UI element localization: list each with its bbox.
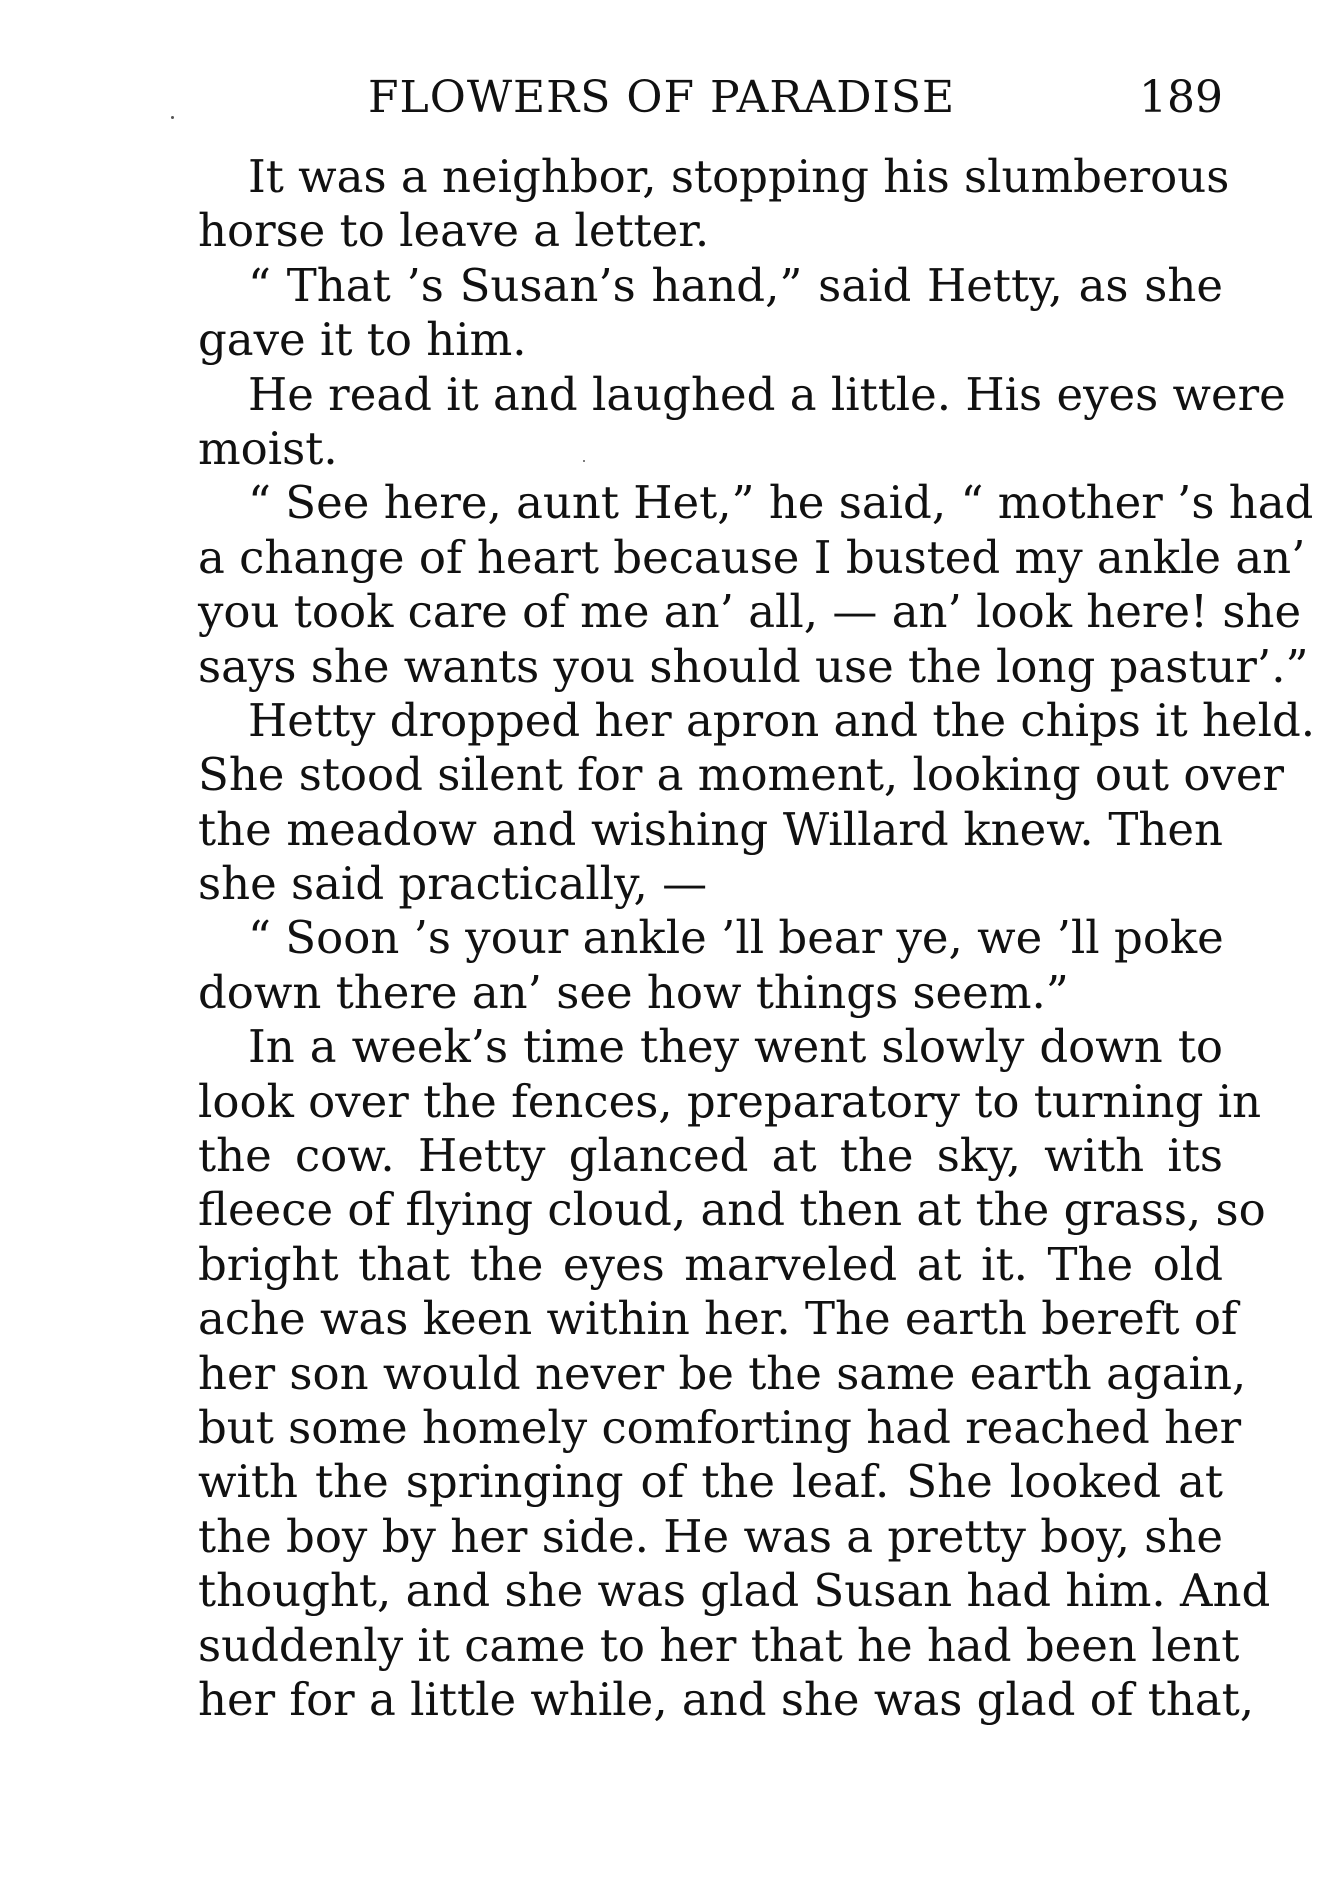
- text-line: look over the fences, preparatory to turning in: [198, 1074, 1262, 1128]
- text-line: down there an’ see how things seem.”: [198, 965, 1069, 1019]
- text-line: horse to leave a letter.: [198, 204, 710, 258]
- text-line: suddenly it came to her that he had been lent: [198, 1618, 1240, 1672]
- text-line: She stood silent for a moment, looking out over: [198, 748, 1284, 802]
- text-line: a change of heart because I busted my ankle an’: [198, 530, 1306, 584]
- text-line: her son would never be the same earth again,: [198, 1346, 1247, 1400]
- body-text: [198, 150, 1316, 1727]
- text-line: the meadow and wishing Willard knew. Then: [198, 802, 1223, 856]
- text-line: she said practically, —: [198, 857, 708, 911]
- page-header: [368, 72, 1223, 132]
- print-speck: [171, 116, 174, 119]
- text-line: “ Soon ’s your ankle ’ll bear ye, we ’ll poke: [248, 911, 1224, 965]
- text-line: moist.: [198, 421, 338, 475]
- text-line: It was a neighbor, stopping his slumberous: [248, 150, 1230, 203]
- text-line: fleece of flying cloud, and then at the grass, so: [198, 1183, 1266, 1237]
- text-line: her for a little while, and she was glad of that,: [198, 1672, 1255, 1726]
- text-line: “ See here, aunt Het,” he said, “ mother ’s had: [248, 476, 1314, 530]
- text-line: bright that the eyes marveled at it. The old: [198, 1237, 1223, 1291]
- text-line: with the springing of the leaf. She looked at: [198, 1455, 1223, 1509]
- page-number: 189: [1139, 72, 1223, 123]
- text-line: He read it and laughed a little. His eyes were: [248, 367, 1286, 421]
- text-line: thought, and she was glad Susan had him. And: [198, 1564, 1271, 1618]
- text-line: gave it to him.: [198, 313, 527, 367]
- print-speck: [583, 460, 585, 462]
- running-title: FLOWERS OF PARADISE: [368, 72, 956, 123]
- text-line: but some homely comforting had reached her: [198, 1400, 1242, 1454]
- text-line: says she wants you should use the long pastur’.”: [198, 639, 1309, 693]
- text-line: In a week’s time they went slowly down to: [248, 1020, 1223, 1074]
- text-line: the cow. Hetty glanced at the sky, with its: [198, 1129, 1223, 1183]
- text-line: you took care of me an’ all, — an’ look here! she: [198, 585, 1302, 639]
- text-line: the boy by her side. He was a pretty boy, she: [198, 1509, 1223, 1563]
- text-line: ache was keen within her. The earth bereft of: [198, 1292, 1238, 1346]
- text-line: “ That ’s Susan’s hand,” said Hetty, as she: [248, 258, 1223, 312]
- text-line: Hetty dropped her apron and the chips it held.: [248, 693, 1316, 747]
